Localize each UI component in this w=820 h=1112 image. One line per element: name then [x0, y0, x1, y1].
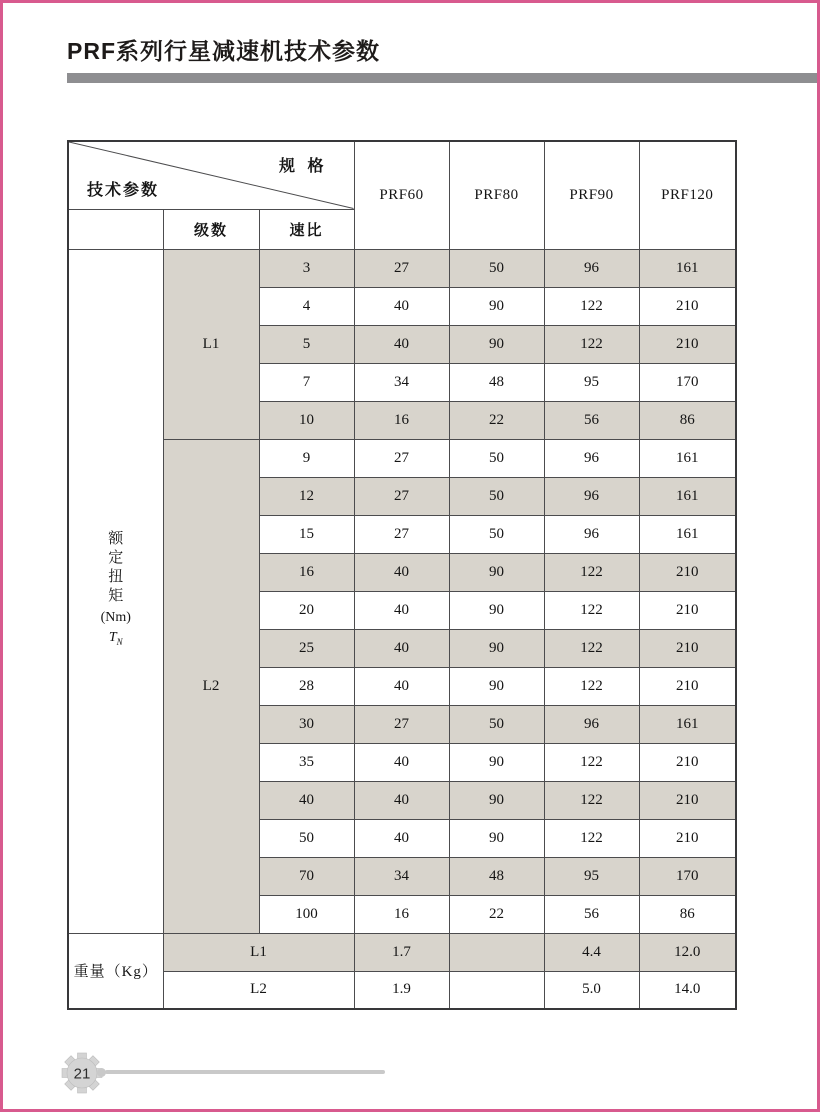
weight-value-cell-prf80 — [449, 933, 544, 971]
value-cell-prf60: 27 — [354, 705, 449, 743]
value-cell-prf60: 40 — [354, 629, 449, 667]
subheader-blank-cell — [68, 209, 163, 249]
value-cell-prf60: 34 — [354, 857, 449, 895]
weight-value-cell-prf80 — [449, 971, 544, 1009]
spec-header-prf60: PRF60 — [354, 141, 449, 249]
value-cell-prf90: 56 — [544, 895, 639, 933]
value-cell-prf80: 90 — [449, 629, 544, 667]
value-cell-prf120: 86 — [639, 401, 736, 439]
weight-value-cell-prf90: 4.4 — [544, 933, 639, 971]
value-cell-prf90: 96 — [544, 705, 639, 743]
ratio-cell: 35 — [259, 743, 354, 781]
value-cell-prf120: 170 — [639, 363, 736, 401]
corner-label-parameter: 技术参数 — [87, 181, 160, 199]
value-cell-prf60: 40 — [354, 325, 449, 363]
spec-table-body — [68, 141, 736, 1009]
spec-table — [67, 140, 737, 1010]
stage-cell-l1: L1 — [163, 249, 259, 439]
value-cell-prf120: 210 — [639, 743, 736, 781]
ratio-cell: 28 — [259, 667, 354, 705]
value-cell-prf80: 90 — [449, 325, 544, 363]
value-cell-prf120: 161 — [639, 439, 736, 477]
value-cell-prf80: 90 — [449, 287, 544, 325]
spec-header-prf120: PRF120 — [639, 141, 736, 249]
value-cell-prf60: 40 — [354, 743, 449, 781]
ratio-cell: 70 — [259, 857, 354, 895]
value-cell-prf120: 161 — [639, 515, 736, 553]
value-cell-prf90: 95 — [544, 857, 639, 895]
ratio-cell: 20 — [259, 591, 354, 629]
value-cell-prf80: 90 — [449, 667, 544, 705]
value-cell-prf120: 170 — [639, 857, 736, 895]
value-cell-prf80: 90 — [449, 553, 544, 591]
torque-label-char: 定 — [108, 550, 124, 567]
spec-header-prf90: PRF90 — [544, 141, 639, 249]
value-cell-prf60: 27 — [354, 477, 449, 515]
spec-header-prf80: PRF80 — [449, 141, 544, 249]
ratio-cell: 40 — [259, 781, 354, 819]
value-cell-prf120: 210 — [639, 325, 736, 363]
value-cell-prf60: 34 — [354, 363, 449, 401]
ratio-cell: 7 — [259, 363, 354, 401]
ratio-cell: 50 — [259, 819, 354, 857]
torque-label-cell — [68, 249, 163, 933]
weight-label-cell: 重量（Kg） — [68, 933, 163, 1009]
ratio-cell: 30 — [259, 705, 354, 743]
value-cell-prf90: 122 — [544, 629, 639, 667]
value-cell-prf60: 40 — [354, 781, 449, 819]
data-row-ratio-9 — [68, 439, 736, 477]
value-cell-prf120: 210 — [639, 819, 736, 857]
value-cell-prf90: 95 — [544, 363, 639, 401]
ratio-cell: 15 — [259, 515, 354, 553]
ratio-cell: 4 — [259, 287, 354, 325]
value-cell-prf120: 161 — [639, 249, 736, 287]
value-cell-prf120: 210 — [639, 553, 736, 591]
weight-value-cell-prf120: 12.0 — [639, 933, 736, 971]
corner-cell — [68, 141, 354, 209]
ratio-cell: 25 — [259, 629, 354, 667]
ratio-cell: 16 — [259, 553, 354, 591]
torque-label-char: 额 — [108, 531, 124, 548]
torque-label-char: 扭 — [108, 569, 124, 586]
torque-vertical-label — [69, 530, 163, 652]
value-cell-prf80: 50 — [449, 705, 544, 743]
value-cell-prf80: 90 — [449, 743, 544, 781]
value-cell-prf120: 161 — [639, 705, 736, 743]
value-cell-prf80: 50 — [449, 249, 544, 287]
value-cell-prf120: 210 — [639, 629, 736, 667]
value-cell-prf120: 210 — [639, 667, 736, 705]
value-cell-prf120: 86 — [639, 895, 736, 933]
value-cell-prf80: 22 — [449, 895, 544, 933]
value-cell-prf120: 210 — [639, 781, 736, 819]
value-cell-prf90: 96 — [544, 477, 639, 515]
ratio-cell: 100 — [259, 895, 354, 933]
data-row-ratio-3 — [68, 249, 736, 287]
value-cell-prf90: 122 — [544, 553, 639, 591]
value-cell-prf90: 96 — [544, 249, 639, 287]
ratio-cell: 9 — [259, 439, 354, 477]
value-cell-prf80: 50 — [449, 439, 544, 477]
ratio-cell: 5 — [259, 325, 354, 363]
weight-value-cell-prf60: 1.7 — [354, 933, 449, 971]
stage-cell-l2: L2 — [163, 439, 259, 933]
value-cell-prf120: 210 — [639, 287, 736, 325]
value-cell-prf80: 50 — [449, 477, 544, 515]
value-cell-prf60: 40 — [354, 667, 449, 705]
value-cell-prf60: 27 — [354, 515, 449, 553]
subheader-stage-cell: 级数 — [163, 209, 259, 249]
torque-symbol-label: $T_N$ — [108, 630, 123, 647]
value-cell-prf80: 48 — [449, 363, 544, 401]
footer-divider-line — [105, 1070, 385, 1074]
value-cell-prf90: 96 — [544, 515, 639, 553]
page-footer — [3, 1043, 817, 1103]
value-cell-prf60: 16 — [354, 401, 449, 439]
value-cell-prf80: 22 — [449, 401, 544, 439]
torque-label-char: 矩 — [108, 588, 124, 605]
value-cell-prf90: 122 — [544, 591, 639, 629]
value-cell-prf90: 122 — [544, 325, 639, 363]
value-cell-prf60: 40 — [354, 591, 449, 629]
value-cell-prf120: 161 — [639, 477, 736, 515]
value-cell-prf60: 27 — [354, 439, 449, 477]
value-cell-prf60: 40 — [354, 819, 449, 857]
value-cell-prf90: 96 — [544, 439, 639, 477]
ratio-cell: 3 — [259, 249, 354, 287]
value-cell-prf90: 122 — [544, 743, 639, 781]
weight-value-cell-prf60: 1.9 — [354, 971, 449, 1009]
torque-unit-label: (Nm) — [100, 610, 131, 626]
weight-value-cell-prf120: 14.0 — [639, 971, 736, 1009]
weight-stage-cell-l1: L1 — [163, 933, 354, 971]
value-cell-prf60: 40 — [354, 553, 449, 591]
value-cell-prf90: 122 — [544, 781, 639, 819]
subheader-ratio-cell: 速比 — [259, 209, 354, 249]
page-title: PRF系列行星减速机技术参数 — [67, 38, 380, 64]
value-cell-prf80: 90 — [449, 781, 544, 819]
page-number: 21 — [73, 1065, 91, 1083]
weight-stage-cell-l2: L2 — [163, 971, 354, 1009]
value-cell-prf80: 50 — [449, 515, 544, 553]
corner-label-spec: 规 格 — [279, 158, 328, 175]
weight-value-cell-prf90: 5.0 — [544, 971, 639, 1009]
value-cell-prf80: 90 — [449, 819, 544, 857]
value-cell-prf120: 210 — [639, 591, 736, 629]
header-row-spec — [68, 141, 736, 209]
value-cell-prf90: 122 — [544, 287, 639, 325]
ratio-cell: 10 — [259, 401, 354, 439]
value-cell-prf90: 56 — [544, 401, 639, 439]
value-cell-prf80: 90 — [449, 591, 544, 629]
value-cell-prf60: 40 — [354, 287, 449, 325]
value-cell-prf80: 48 — [449, 857, 544, 895]
ratio-cell: 12 — [259, 477, 354, 515]
value-cell-prf60: 27 — [354, 249, 449, 287]
title-rule-bar — [67, 73, 817, 83]
value-cell-prf60: 16 — [354, 895, 449, 933]
value-cell-prf90: 122 — [544, 667, 639, 705]
value-cell-prf90: 122 — [544, 819, 639, 857]
weight-row-l2 — [68, 971, 736, 1009]
weight-row-l1 — [68, 933, 736, 971]
